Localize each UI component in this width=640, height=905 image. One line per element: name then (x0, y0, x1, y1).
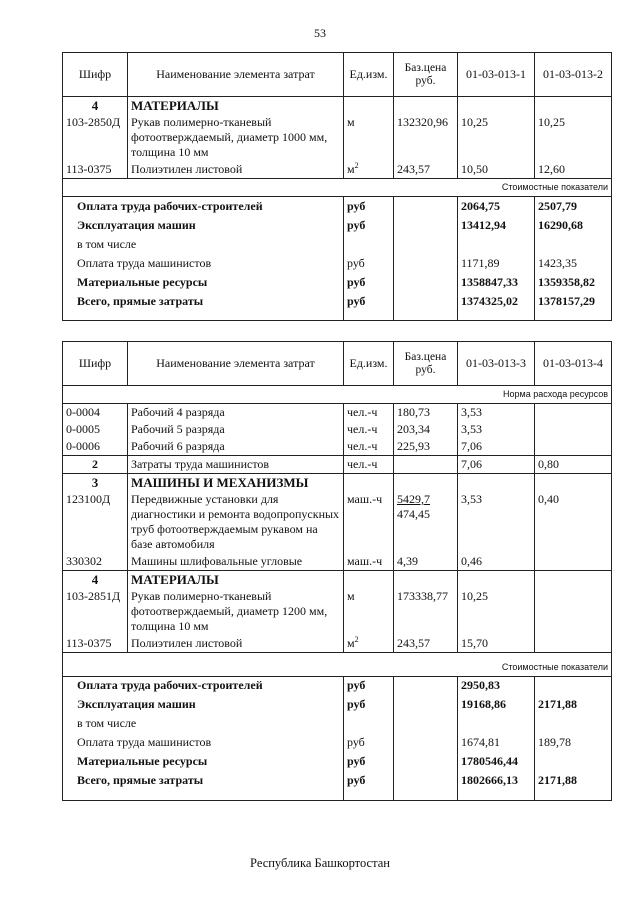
cost-table-2 (62, 341, 612, 801)
item-name: Рабочий 5 разряда (128, 421, 344, 438)
item-code: 0-0005 (63, 421, 128, 438)
item-code: 0-0004 (63, 404, 128, 422)
summary-value-b: 189,78 (535, 733, 612, 752)
summary-value-a: 1171,89 (458, 254, 535, 273)
item-value-b (535, 421, 612, 438)
spacer-row (63, 311, 612, 321)
summary-row (63, 254, 612, 273)
summary-unit: руб (344, 292, 394, 311)
header-unit: Ед.изм. (344, 342, 394, 386)
summary-label: Материальные ресурсы (63, 273, 344, 292)
table-row (63, 161, 612, 179)
section-name: МАТЕРИАЛЫ (128, 97, 344, 115)
resource-norm-note: Норма расхода ресурсов (63, 386, 612, 404)
header-unit: Ед.изм. (344, 53, 394, 97)
item-price: 173338,77 (394, 588, 458, 635)
section-row (63, 474, 612, 492)
summary-label: Эксплуатация машин (63, 695, 344, 714)
summary-value-b (535, 676, 612, 695)
summary-unit: руб (344, 733, 394, 752)
unit-superscript: 2 (354, 161, 359, 170)
table-row (63, 456, 612, 474)
header-price: Баз.цена руб. (394, 342, 458, 386)
table-header-row (63, 53, 612, 97)
item-unit (344, 161, 394, 179)
summary-row (63, 752, 612, 771)
unit-superscript: 2 (354, 635, 359, 644)
cost-indicators-note: Стоимостные показатели (63, 659, 612, 677)
unit-text: м (347, 636, 355, 650)
summary-row (63, 292, 612, 311)
item-value-a: 15,70 (458, 635, 535, 653)
note-row (63, 659, 612, 677)
summary-row (63, 273, 612, 292)
item-price: 243,57 (394, 161, 458, 179)
item-name: Полиэтилен листовой (128, 635, 344, 653)
summary-value-b: 1423,35 (535, 254, 612, 273)
item-value-a: 3,53 (458, 491, 535, 553)
summary-label: Оплата труда рабочих-строителей (63, 197, 344, 216)
spacer-row (63, 790, 612, 800)
header-col-a: 01-03-013-3 (458, 342, 535, 386)
item-name: Затраты труда машинистов (128, 456, 344, 474)
note-row (63, 386, 612, 404)
section-row (63, 97, 612, 115)
item-unit: чел.-ч (344, 438, 394, 456)
summary-value-b: 2507,79 (535, 197, 612, 216)
summary-value-a: 2950,83 (458, 676, 535, 695)
item-code: 113-0375 (63, 635, 128, 653)
item-name: Передвижные установки для диагностики и ремонта водопропускных труб фотоотверждаемым рукавом на базе автомобиля (128, 491, 344, 553)
table-row (63, 421, 612, 438)
item-value-b: 0,80 (535, 456, 612, 474)
summary-row (63, 733, 612, 752)
summary-row (63, 197, 612, 216)
item-name: Рабочий 6 разряда (128, 438, 344, 456)
item-value-a: 10,25 (458, 114, 535, 161)
summary-value-a: 2064,75 (458, 197, 535, 216)
header-name: Наименование элемента затрат (128, 342, 344, 386)
item-code: 330302 (63, 553, 128, 571)
summary-label: Эксплуатация машин (63, 216, 344, 235)
note-row (63, 179, 612, 197)
item-price: 243,57 (394, 635, 458, 653)
cost-indicators-note: Стоимостные показатели (63, 179, 612, 197)
header-code: Шифр (63, 53, 128, 97)
summary-unit: руб (344, 752, 394, 771)
item-code: 2 (63, 456, 128, 474)
price-value: 5429,7 (397, 492, 430, 506)
item-unit: чел.-ч (344, 456, 394, 474)
item-value-a: 10,25 (458, 588, 535, 635)
item-unit (344, 635, 394, 653)
summary-label: Оплата труда машинистов (63, 254, 344, 273)
item-price: 180,73 (394, 404, 458, 422)
section-name: МАТЕРИАЛЫ (128, 571, 344, 589)
item-value-b: 0,40 (535, 491, 612, 553)
summary-value-a: 13412,94 (458, 216, 535, 235)
section-code: 4 (63, 97, 128, 115)
section-name: МАШИНЫ И МЕХАНИЗМЫ (128, 474, 344, 492)
item-price (394, 491, 458, 553)
header-code: Шифр (63, 342, 128, 386)
item-value-b: 12,60 (535, 161, 612, 179)
table-row (63, 491, 612, 553)
table-row (63, 114, 612, 161)
item-value-b (535, 553, 612, 571)
header-col-b: 01-03-013-2 (535, 53, 612, 97)
summary-unit: руб (344, 771, 394, 790)
table-row (63, 404, 612, 422)
summary-label: Оплата труда машинистов (63, 733, 344, 752)
item-value-b (535, 588, 612, 635)
header-name: Наименование элемента затрат (128, 53, 344, 97)
item-value-a: 3,53 (458, 404, 535, 422)
item-unit: м (344, 588, 394, 635)
item-code: 103-2851Д (63, 588, 128, 635)
item-name: Рукав полимерно-тканевый фотоотверждаемый, диаметр 1000 мм, толщина 10 мм (128, 114, 344, 161)
section-code: 4 (63, 571, 128, 589)
item-unit: маш.-ч (344, 553, 394, 571)
summary-unit: руб (344, 695, 394, 714)
item-value-a: 3,53 (458, 421, 535, 438)
item-value-a: 7,06 (458, 438, 535, 456)
summary-value-a: 1802666,13 (458, 771, 535, 790)
item-name: Машины шлифовальные угловые (128, 553, 344, 571)
header-col-b: 01-03-013-4 (535, 342, 612, 386)
item-price: 225,93 (394, 438, 458, 456)
unit-text: м (347, 162, 355, 176)
summary-label: Всего, прямые затраты (63, 292, 344, 311)
header-price: Баз.цена руб. (394, 53, 458, 97)
item-value-b (535, 438, 612, 456)
section-row (63, 571, 612, 589)
summary-value-b: 1378157,29 (535, 292, 612, 311)
summary-unit: руб (344, 254, 394, 273)
table-row (63, 588, 612, 635)
summary-value-a: 19168,86 (458, 695, 535, 714)
summary-unit: руб (344, 216, 394, 235)
summary-value-b: 16290,68 (535, 216, 612, 235)
page-number: 53 (314, 26, 326, 40)
price-value-secondary: 474,45 (397, 507, 430, 521)
item-code: 123100Д (63, 491, 128, 553)
summary-row (63, 235, 612, 254)
summary-label: в том числе (63, 714, 344, 733)
item-value-b (535, 404, 612, 422)
table-row (63, 635, 612, 653)
summary-unit: руб (344, 676, 394, 695)
item-unit: маш.-ч (344, 491, 394, 553)
summary-row (63, 695, 612, 714)
summary-row (63, 216, 612, 235)
summary-value-b: 1359358,82 (535, 273, 612, 292)
summary-value-a: 1358847,33 (458, 273, 535, 292)
item-code: 103-2850Д (63, 114, 128, 161)
item-price: 203,34 (394, 421, 458, 438)
summary-unit: руб (344, 197, 394, 216)
summary-value-b: 2171,88 (535, 771, 612, 790)
page-footer: Республика Башкортостан (250, 856, 390, 870)
summary-unit: руб (344, 273, 394, 292)
summary-value-b (535, 752, 612, 771)
item-code: 113-0375 (63, 161, 128, 179)
item-price (394, 456, 458, 474)
item-name: Рукав полимерно-тканевый фотоотверждаемый, диаметр 1200 мм, толщина 10 мм (128, 588, 344, 635)
item-unit: чел.-ч (344, 404, 394, 422)
header-col-a: 01-03-013-1 (458, 53, 535, 97)
table-row (63, 553, 612, 571)
item-unit: чел.-ч (344, 421, 394, 438)
item-price: 4,39 (394, 553, 458, 571)
summary-value-a: 1374325,02 (458, 292, 535, 311)
table-header-row (63, 342, 612, 386)
summary-value-a: 1780546,44 (458, 752, 535, 771)
summary-label: Всего, прямые затраты (63, 771, 344, 790)
section-code: 3 (63, 474, 128, 492)
item-code: 0-0006 (63, 438, 128, 456)
item-value-a: 10,50 (458, 161, 535, 179)
item-value-b (535, 635, 612, 653)
item-unit: м (344, 114, 394, 161)
summary-value-a: 1674,81 (458, 733, 535, 752)
summary-row (63, 676, 612, 695)
item-value-b: 10,25 (535, 114, 612, 161)
summary-label: Оплата труда рабочих-строителей (63, 676, 344, 695)
item-name: Полиэтилен листовой (128, 161, 344, 179)
summary-row (63, 714, 612, 733)
summary-label: Материальные ресурсы (63, 752, 344, 771)
cost-table-1 (62, 52, 612, 321)
item-name: Рабочий 4 разряда (128, 404, 344, 422)
summary-value-b: 2171,88 (535, 695, 612, 714)
item-value-a: 0,46 (458, 553, 535, 571)
table-row (63, 438, 612, 456)
item-value-a: 7,06 (458, 456, 535, 474)
summary-label: в том числе (63, 235, 344, 254)
summary-row (63, 771, 612, 790)
item-price: 132320,96 (394, 114, 458, 161)
